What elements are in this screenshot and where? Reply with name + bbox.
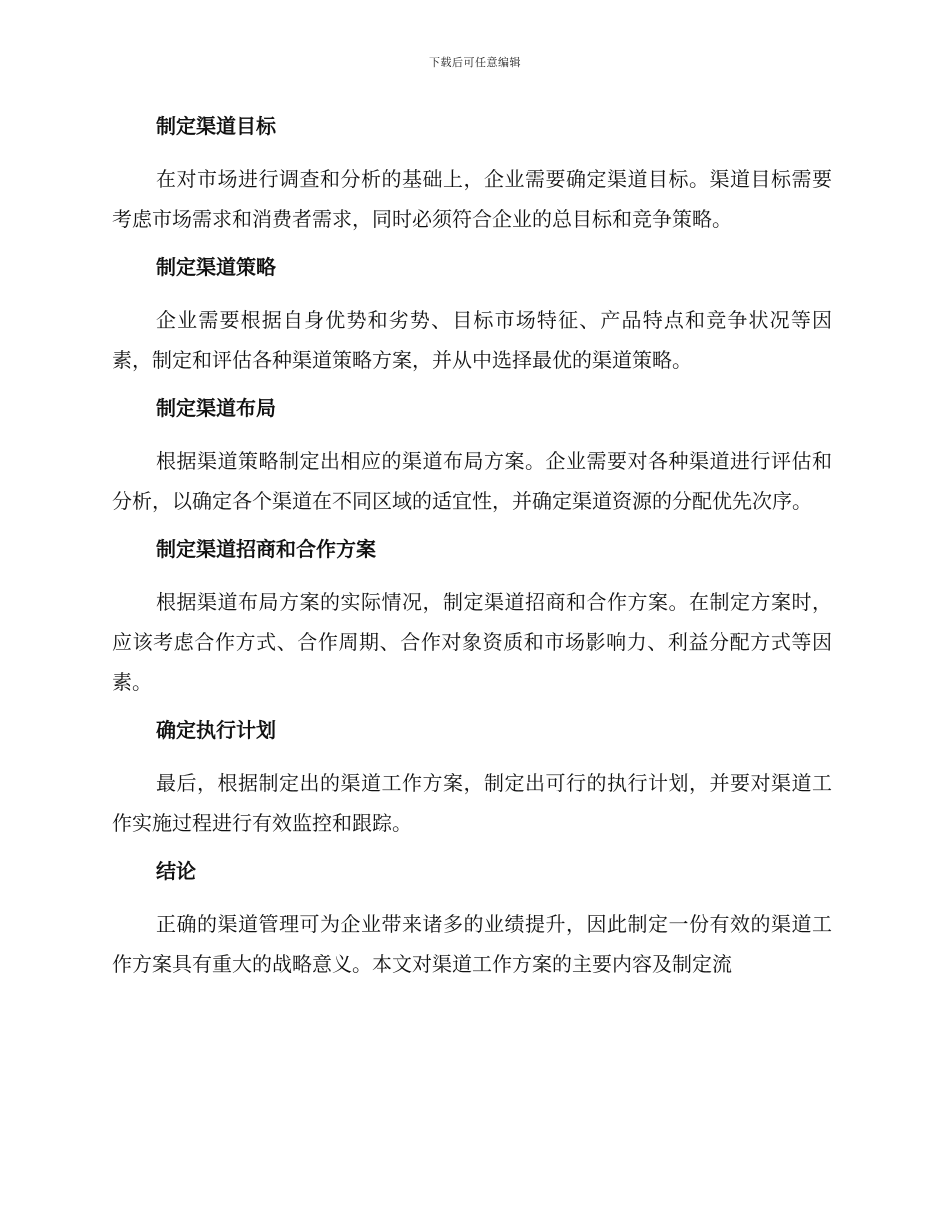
- document-body: [112, 108, 832, 994]
- header-note: 下载后可任意编辑: [429, 56, 521, 69]
- section-heading-execution-plan: 确定执行计划: [156, 718, 276, 742]
- section-heading-channel-strategy: 制定渠道策略: [156, 255, 276, 279]
- section-heading-recruitment-cooperation: 制定渠道招商和合作方案: [156, 537, 376, 561]
- section-heading-conclusion: 结论: [156, 859, 196, 883]
- section-body-channel-layout: 根据渠道策略制定出相应的渠道布局方案。企业需要对各种渠道进行评估和分析，以确定各个渠道在不同区域的适宜性，并确定渠道资源的分配优先次序。: [112, 449, 832, 513]
- section-body-channel-strategy: 企业需要根据自身优势和劣势、目标市场特征、产品特点和竞争状况等因素，制定和评估各种渠道策略方案，并从中选择最优的渠道策略。: [112, 308, 832, 372]
- section-heading-channel-goals: 制定渠道目标: [156, 114, 276, 138]
- section-body-recruitment-cooperation: 根据渠道布局方案的实际情况，制定渠道招商和合作方案。在制定方案时，应该考虑合作方式、合作周期、合作对象资质和市场影响力、利益分配方式等因素。: [112, 590, 832, 694]
- section-body-conclusion: 正确的渠道管理可为企业带来诸多的业绩提升，因此制定一份有效的渠道工作方案具有重大的战略意义。本文对渠道工作方案的主要内容及制定流: [112, 912, 832, 976]
- section-body-channel-goals: 在对市场进行调查和分析的基础上，企业需要确定渠道目标。渠道目标需要考虑市场需求和消费者需求，同时必须符合企业的总目标和竞争策略。: [112, 167, 832, 231]
- section-body-execution-plan: 最后，根据制定出的渠道工作方案，制定出可行的执行计划，并要对渠道工作实施过程进行有效监控和跟踪。: [112, 771, 832, 835]
- section-heading-channel-layout: 制定渠道布局: [156, 396, 276, 420]
